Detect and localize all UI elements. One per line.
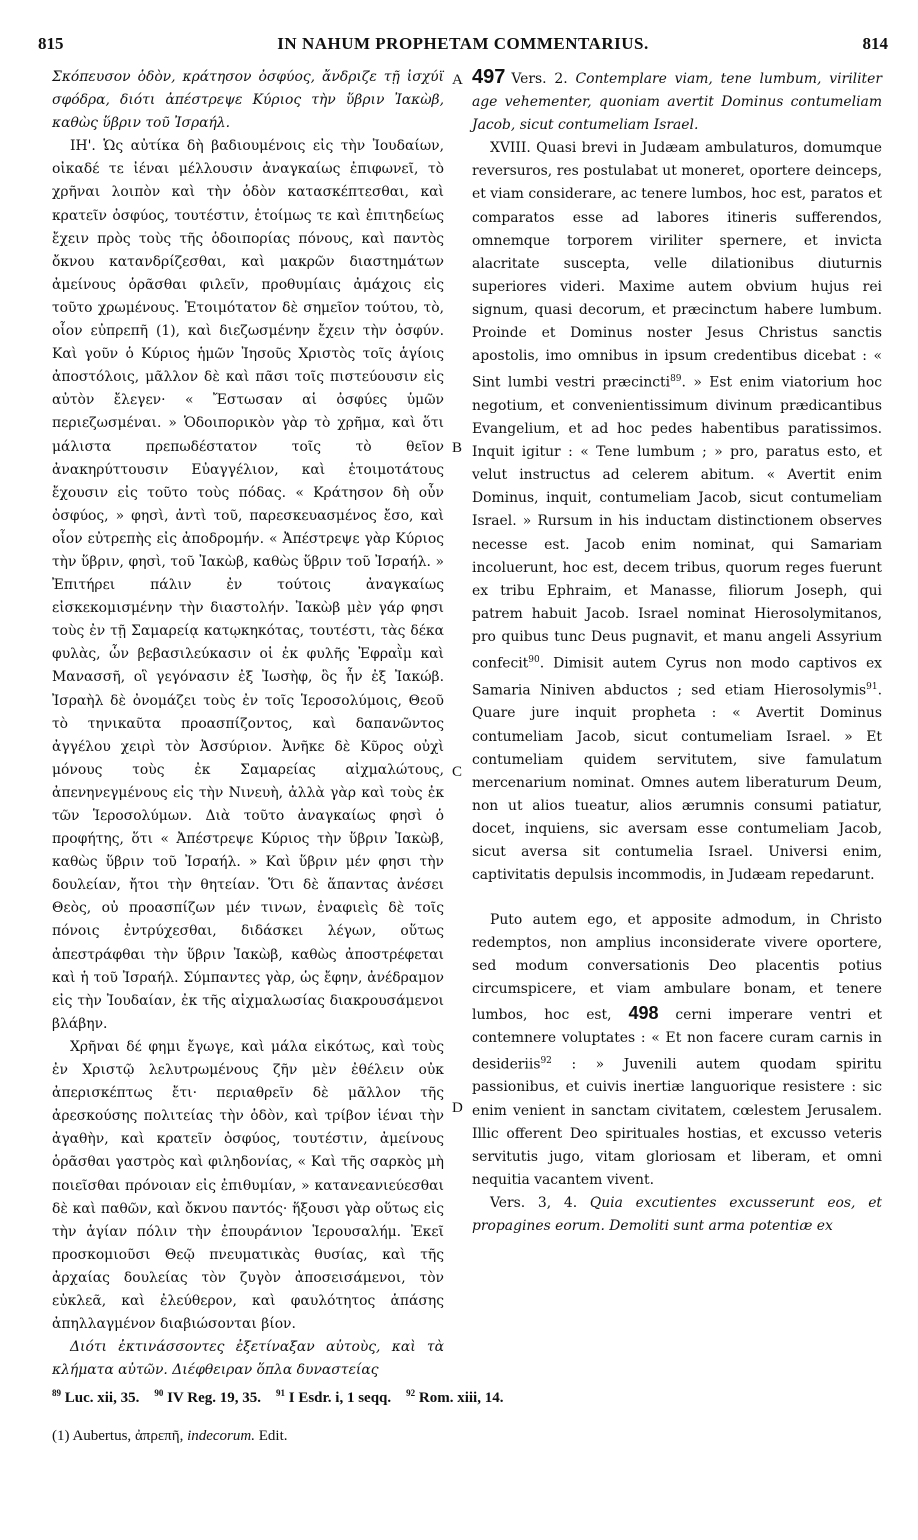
greek-verse-lemma-3-4: Διότι ἐκτινάσσοντες ἐξετίναξαν αὐτοὺς, καὶ τὰ κλήματα αὐτῶν. Διέφθειραν ὅπλα δυναστείας [52,1339,444,1379]
latin-verse-lemma-3-4 [472,1192,882,1238]
footnote-text: I Esdr. i, 1 seqq. [288,1390,392,1406]
editor-note-greek: ἀπρεπῆ, [134,1428,184,1444]
latin-paragraph-exhortation [472,909,882,1192]
latin-exhortation-part-c: : » Juvenili autem quodam spiritu passionibus, et cuivis inertiæ languorique resistere : sic enim venient in sanctam civitatem, cœlestem Jerusalem. Illic offerent Deo spirituales hostias, et excusso veteris servitutis jugo, vitam gloriosam et liberam, et omni nequitia vacantem vivent. [472,1056,882,1188]
latin-verse-text-3-4: Quia excutientes excusserunt eos, et propagines eorum. Demoliti sunt arma potentiæ ex [472,1194,882,1234]
footnote-text: IV Reg. 19, 35. [167,1390,261,1406]
footnote-90 [154,1390,261,1406]
greek-verse-lemma: Σκόπευσον ὁδὸν, κράτησον ὀσφύος, ἄνδριζε τῇ ἰσχύϊ σφόδρα, διότι ἀπέστρεψε Κύριος τὴν ὕβριν Ἰακὼβ, καθὼς ὕβριν τοῦ Ἰσραήλ. [52,69,444,132]
greek-paragraph-exhortation: Χρῆναι δέ φημι ἔγωγε, καὶ μάλα εἰκότως, καὶ τοὺς ἐν Χριστῷ λελυτρωμένους ζῆν μὲν ἐθέλειν οὐκ ἀπερισκέπτως ἔτι· περιαθρεῖν δὲ μᾶλλον τῆς ἀρεσκούσης πολιτείας τὴν ὁδὸν, καὶ τρίβον ἰέναι τὴν ἀγαθὴν, καὶ κρατεῖν ὀσφύος, τουτέστιν, ἀμείνους ὁρᾶσθαι γαστρὸς καὶ φιληδονίας, « Καὶ τῆς σαρκὸς μὴ ποιεῖσθαι πρόνοιαν εἰς ἐπιθυμίαν, » κατανεανιεύεσθαι δὲ καὶ παθῶν, καὶ ὄκνου παντός· ἥξουσι γὰρ οὕτως εἰς τὴν ἁγίαν πόλιν τὴν ἐπουράνιον Ἱερουσαλήμ. Ἐκεῖ προσκομιοῦσι Θεῷ πνευματικὰς θυσίας, καὶ τῆς ἀρχαίας δουλείας τὸν ζυγὸν ἀποσεισάμενοι, τὸν εὐκλεᾶ, καὶ ἐλεύθερον, καὶ φαυλότητος ἁπάσης ἀπηλλαγμένον διαβιώσονται βίον. [52,1038,444,1333]
greek-paragraph-18 [52,135,444,1036]
editor-note-source: Aubertus, [72,1428,132,1444]
greek-paragraph-18-text: Ὡς αὐτίκα δὴ βαδιουμένοις εἰς τὴν Ἰουδαίων, οἰκαδέ τε ἰέναι μέλλουσιν ἀναγκαίως ἐπιφωνεῖ, τὸ χρῆναι λοιπὸν καὶ τὴν ὁδὸν κατασκέπτεσθαι, καὶ κρατεῖν ὀσφύος, τουτέστιν, ἑτοίμως τε καὶ ἐπιτηδείως ἔχειν πρὸς τοὺς τῆς ὁδοιπορίας πόνους, καὶ παντὸς ὄκνου κατανδρίζεσθαι, καὶ μακρῶν διαστημάτων ἀμείνους ὁρᾶσθαι φιλεῖν, προθυμίαις ἀμάχοις εἰς τοῦτο χρωμένους. Ἑτοιμότατον δὲ σημεῖον τούτου, τὸ, οἷον εὐπρεπῆ (1), καὶ διεζωσμένην ἔχειν τὴν ὀσφύν. Καὶ γοῦν ὁ Κύριος ἡμῶν Ἰησοῦς Χριστὸς τοῖς ἁγίοις ἀποστόλοις, μᾶλλον δὲ καὶ πᾶσι τοῖς πιστεύουσιν εἰς αὐτὸν ἔλεγεν· « Ἔστωσαν αἱ ὀσφύες ὑμῶν περιεζωσμέναι. » Ὁδοιπορικὸν γὰρ τὸ χρῆμα, καὶ ὅτι μάλιστα πρεπωδέστατον τοῖς τὸ θεῖον ἀνακηρύττουσιν Εὐαγγέλιον, καὶ ἑτοιμοτάτους ἔχουσιν εἰς τοῦτο τοὺς πόδας. « Κράτησον δὴ οὖν ὀσφύος, » φησὶ, ἀντὶ τοῦ, παρεσκευασμένος ἔσο, καὶ οἷον εὐτρεπὴς εἰς ἀποδρομήν. « Ἀπέστρεψε γὰρ Κύριος τὴν ὕβριν, φησὶ, τοῦ Ἰακὼβ, καθὼς ὕβριν τοῦ Ἰσραήλ. » Ἐπιτήρει πάλιν ἐν τούτοις ἀναγκαίως εἰσκεκομισμένην τὴν διαστολήν. Ἰακὼβ μὲν γάρ φησι τοὺς ἐν τῇ Σαμαρείᾳ κατῳκηκότας, τουτέστι, τὰς δέκα φυλὰς, ὧν βεβασιλεύκασιν οἱ ἐκ φυλῆς Ἐφραῒμ καὶ Μανασσῆ, οἳ γεγόνασιν ἐξ Ἰωσὴφ, ὃς ἦν ἐξ Ἰακώβ. Ἰσραὴλ δὲ ὀνομάζει τοὺς ἐν τοῖς Ἱεροσολύμοις, Θεοῦ τὸ τηνικαῦτα προασπίζοντος, καὶ δαπανῶντος ἀγγέλου χειρὶ τὸν Ἀσσύριον. Ἀνῆκε δὲ Κῦρος οὐχὶ μόνους τοὺς ἐκ Σαμαρείας αἰχμαλώτους, ἀπενηνεγμένους εἰς τὴν Νινευὴ, ἀλλὰ γὰρ καὶ τοὺς ἐκ τῶν Ἱεροσολύμων. Διὰ τοῦτο ἀναγκαίως φησὶ ὁ προφήτης, ὅτι « Ἀπέστρεψε Κύριος τὴν ὕβριν Ἰακὼβ, καθὼς ὕβριν τοῦ Ἰσραήλ. » Καὶ ὕβριν μέν φησι τὴν δουλείαν, ἤτοι τὴν θητείαν. Ὅτι δὲ ἅπαντας ἀνέσει Θεὸς, οὐ προασπίζων μέν τινων, ἐναφιεὶς δὲ τοῖς πόνοις ἐντρύχεσθαι, διδάσκει λέγων, οὕτως ἀπεστράφθαι τὴν ὕβριν Ἰακὼβ, καθὼς ἀποστρέφεται καὶ ἡ τοῦ Ἰσραήλ. Σύμπαντες γὰρ, ὡς ἔφην, ἀνέδραμον εἰς τὴν Ἰουδαίαν, ἐκ τῆς αἰχμαλωσίας διακρουσάμενοι βλάβην. [52,138,445,1032]
latin-verse-ref: Vers. 2. [511,71,568,87]
latin-paragraph-18 [472,137,882,887]
editor-note [52,1428,882,1445]
latin-paragraph-18-part-a: Quasi brevi in Judæam ambulaturos, domumque reversuros, res postulabat ut moneret, oportere deinceps, et viam considerare, ac tenere lumbos, hoc est, paratos et comparatos esse ad labores itineris sufferendos, omnemque torporem viriliter spernere, et invicta alacritate suscepta, velle dilationibus diuturnis superiores videri. Maxime autem obvium hujus rei signum, quasi decorum, et præcinctum habere lumbum. Proinde et Dominus noster Jesus Christus sanctis apostolis, imo omnibus in ipsum credentibus dicebat : « Sint lumbi vestri præcincti [472,140,882,391]
latin-verse-text: Contemplare viam, tene lumbum, viriliter age vehementer, quoniam avertit Dominus contumeliam Jacob, sicut contumeliam Israel. [472,71,882,134]
page-number-right: 814 [862,34,888,53]
margin-letter-a: A [452,72,463,88]
footnote-number: 89 [52,1388,61,1398]
footnote-91 [276,1390,391,1406]
column-number: 497 [472,66,506,88]
scripture-footnotes [52,1388,882,1407]
latin-column [472,66,882,1238]
latin-exhortation-part-a: Puto autem ego, et apposite admodum, in Christo redemptos, non amplius inconsiderate vivere oportere, sed modum conversationis Deo placentis potius circumspicere, et viam ambulare bonam, et tenere lumbos, hoc est, [472,912,882,1023]
greek-column [52,66,444,1382]
latin-paragraph-18-part-c: . Dimisit autem Cyrus non modo captivos ex Samaria Niniven abductos ; sed etiam Hierosolymis [472,655,882,699]
latin-section-number: XVIII. [490,140,531,157]
footnote-ref-89: 89 [670,374,682,385]
latin-paragraph-18-part-d: . Quare jure inquit propheta : « Avertit Dominus contumeliam Jacob, sicut contumeliam Israel. » Et contumeliam quidem servitutem, sive famulatum mercenarium nominat. Omnes autem liberaturum Deum, non ut alios tueatur, alios ærumnis consumi patiatur, docet, inquiens, sic aversam esse contumeliam Jacob, sicut aversa sit contumelia Israel. Universi enim, captivitatis depulsis incommodis, in Judæam repedarunt. [472,682,882,884]
latin-verse-lemma [472,66,882,137]
column-number-inline: 498 [628,1002,659,1023]
editor-note-number: (1) [52,1428,70,1444]
page-number-left: 815 [38,34,64,53]
footnote-number: 91 [275,1388,285,1398]
footnote-text: Luc. xii, 35. [64,1390,140,1406]
editor-note-signature: Edit. [258,1428,288,1444]
footnote-ref-90: 90 [528,654,540,665]
footnote-number: 92 [406,1388,416,1398]
editor-note-latin: indecorum. [187,1428,255,1444]
latin-exhortation-part-b: cerni imperare ventri et contemnere voluptates : « Et non facere curam carnis in desideriis [472,1006,883,1073]
footnote-ref-91: 91 [866,681,878,692]
footnote-number: 90 [154,1388,164,1398]
paragraph-gap [472,887,882,909]
margin-letter-c: C [452,764,463,780]
running-header [38,34,888,56]
greek-section-number: ΙΗ'. [70,138,96,155]
footnote-89 [52,1390,139,1406]
footnote-ref-92: 92 [540,1055,552,1066]
margin-letter-b: B [452,440,463,456]
latin-paragraph-18-part-b: . » Est enim viatorium hoc negotium, et convenientissimum divinum prædicantibus Evangelium, et ad hoc pedes habentibus paratissimos. Inquit igitur : « Tene lumbum ; » pro, paratus esto, et velut instructus ad celerem abitum. « Avertit enim Dominus, inquit, contumeliam Jacob, sicut contumeliam Israel. » Rursum in his inductam distinctionem observes necesse est. Jacob enim nominat, qui Samariam incoluerunt, hoc est, decem tribus, quorum reges fuerunt ex tribu Ephraim, et Manasse, filiorum Joseph, qui patrem habuit Jacob. Israel nominat Hierosolymitanos, pro quibus tunc Deus pugnavit, et manu angeli Assyrium confecit [472,374,882,672]
footnote-92 [406,1390,503,1406]
latin-verse-ref-3-4: Vers. 3, 4. [490,1194,578,1211]
footnote-text: Rom. xiii, 14. [418,1390,504,1406]
running-title: IN NAHUM PROPHETAM COMMENTARIUS. [277,34,649,53]
margin-letter-d: D [452,1100,463,1116]
